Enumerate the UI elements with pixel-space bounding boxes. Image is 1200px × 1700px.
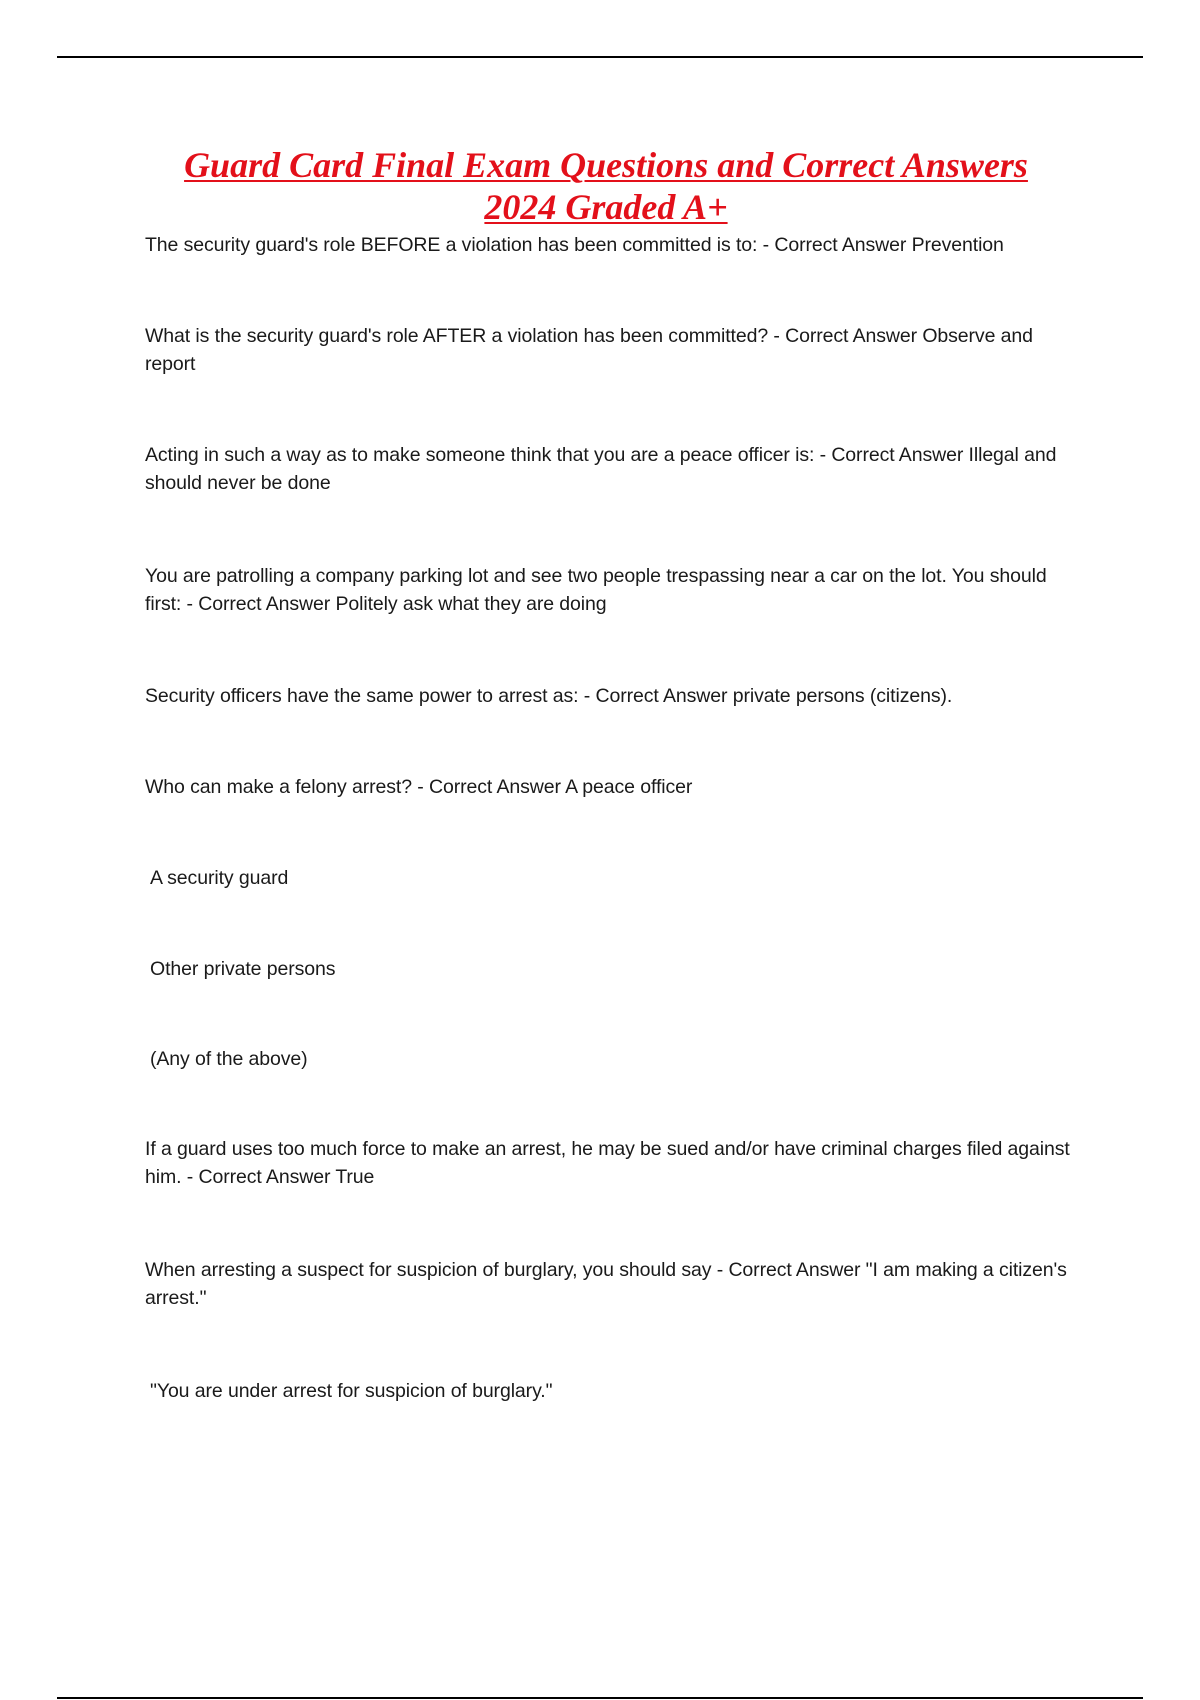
title-line-1: Guard Card Final Exam Questions and Correct Answers bbox=[184, 145, 1028, 185]
document-title bbox=[144, 144, 1068, 228]
qa-option-a: A security guard bbox=[150, 867, 289, 889]
title-line-2: 2024 Graded A+ bbox=[484, 187, 728, 227]
qa-item-7: If a guard uses too much force to make an arrest, he may be sued and/or have criminal charges filed against him. - Correct Answer True bbox=[145, 1138, 1070, 1188]
qa-item-1: The security guard's role BEFORE a violation has been committed is to: - Correct Answer Prevention bbox=[145, 234, 1004, 256]
qa-option-d: "You are under arrest for suspicion of burglary." bbox=[150, 1380, 553, 1402]
bottom-rule bbox=[57, 1697, 1143, 1699]
top-rule bbox=[57, 56, 1143, 58]
qa-item-6: Who can make a felony arrest? - Correct Answer A peace officer bbox=[145, 776, 693, 798]
qa-item-4: You are patrolling a company parking lot and see two people trespassing near a car on the lot. You should first: - Correct Answer Politely ask what they are doing bbox=[145, 565, 1047, 615]
qa-item-2: What is the security guard's role AFTER a violation has been committed? - Correct Answer Observe and report bbox=[145, 325, 1033, 375]
qa-option-b: Other private persons bbox=[150, 958, 336, 980]
qa-item-8: When arresting a suspect for suspicion of burglary, you should say - Correct Answer "I am making a citizen's arrest." bbox=[145, 1259, 1067, 1309]
qa-item-5: Security officers have the same power to arrest as: - Correct Answer private persons (citizens). bbox=[145, 685, 953, 707]
qa-item-3: Acting in such a way as to make someone think that you are a peace officer is: - Correct Answer Illegal and should never be done bbox=[145, 444, 1057, 494]
qa-option-c: (Any of the above) bbox=[150, 1048, 308, 1070]
